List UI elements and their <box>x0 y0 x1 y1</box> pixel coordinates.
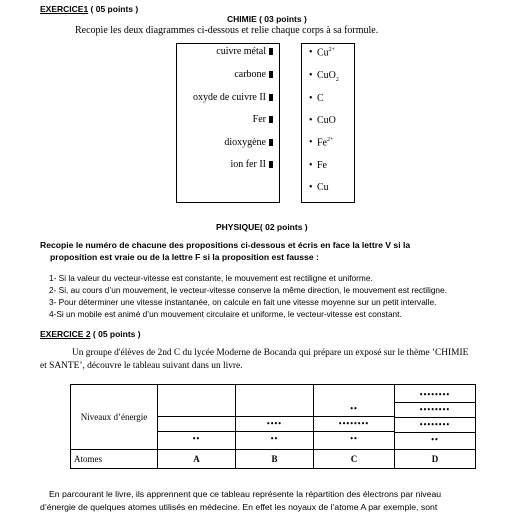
substance-item: cuivre métal <box>216 46 273 57</box>
atom-label: B <box>236 450 314 469</box>
link-marker-icon <box>269 116 273 123</box>
exercise2-title: EXERCICE 2 <box>40 329 91 339</box>
exercise1-header <box>40 4 138 14</box>
bullet-icon: • <box>309 93 313 104</box>
exercise1-points: ( 05 points ) <box>88 4 139 14</box>
proposition-4: 4-Si un mobile est animé d’un mouvement circulaire et uniforme, le vecteur-vitesse est constant. <box>49 309 402 319</box>
bullet-icon: • <box>309 115 313 126</box>
substance-item: dioxygène <box>224 137 273 148</box>
formula-item: • CuO <box>309 115 336 126</box>
formula-item: • $Cu^{2+}$ <box>309 47 336 59</box>
formula-item: • Fe <box>309 160 327 171</box>
atom-c-levels: •• •••••••• •• <box>314 385 395 450</box>
proposition-3: 3- Pour déterminer une vitesse instantanée, on calcule en fait une vitesse moyenne sur un petit intervalle. <box>49 297 437 307</box>
link-marker-icon <box>269 48 273 55</box>
atom-d-levels: •••••••• •••••••• •••••••• •• <box>395 385 476 450</box>
physique-instruction-line2: proposition est vraie ou de la lettre F si la proposition est fausse : <box>50 252 319 262</box>
link-marker-icon <box>269 139 273 146</box>
formula-item: • C <box>309 93 324 104</box>
link-marker-icon <box>269 161 273 168</box>
physique-instruction-line1: Recopie le numéro de chacune des propositions ci-dessous et écris en face la lettre V si la <box>40 240 411 250</box>
energy-levels-table <box>70 384 476 469</box>
table-row <box>71 385 476 450</box>
chimie-instruction: Recopie les deux diagrammes ci-dessous et relie chaque corps à sa formule. <box>75 25 379 36</box>
formulas-box <box>301 43 355 203</box>
bullet-icon: • <box>309 182 313 193</box>
table-row <box>71 450 476 469</box>
atom-label: C <box>314 450 395 469</box>
atom-label: A <box>158 450 236 469</box>
substances-box <box>176 43 280 203</box>
physique-heading: PHYSIQUE( 02 points ) <box>216 222 308 232</box>
formula-item: • $Fe^{2+}$ <box>309 137 334 149</box>
substance-item: carbone <box>234 69 273 80</box>
exercise2-paragraph2-line1: En parcourant le livre, ils apprennent que ce tableau représente la répartition des électrons par niveau <box>49 489 442 499</box>
exercise2-paragraph1-line1: Un groupe d'élèves de 2nd C du lycée Moderne de Bocanda qui prépare un exposé sur le thème ’CHIMIE <box>72 348 469 358</box>
exercise2-points: ( 05 points ) <box>90 329 141 339</box>
substance-item: Fer <box>253 114 273 125</box>
atoms-label: Atomes <box>71 450 158 469</box>
exercise2-paragraph2-line2: d’énergie de quelques atomes utilisés en médecine. En effet les noyaux de l’atome A par exemple, sont <box>40 502 438 512</box>
energy-levels-label: Niveaux d’énergie <box>71 385 158 450</box>
link-marker-icon <box>269 94 273 101</box>
chimie-heading: CHIMIE ( 03 points ) <box>227 14 307 24</box>
substance-item: oxyde de cuivre II <box>193 92 273 103</box>
exercise2-header <box>40 329 141 339</box>
atom-b-levels: •••• •• <box>236 385 314 450</box>
bullet-icon: • <box>309 137 313 149</box>
bullet-icon: • <box>309 70 313 81</box>
atom-label: D <box>395 450 476 469</box>
bullet-icon: • <box>309 160 313 171</box>
substance-item: ion fer II <box>230 159 273 170</box>
exercise2-paragraph1-line2: et SANTE’, découvre le tableau suivant dans un livre. <box>40 361 243 371</box>
link-marker-icon <box>269 71 273 78</box>
formula-item: • CuO$_2$ <box>309 70 339 83</box>
bullet-icon: • <box>309 47 313 59</box>
proposition-1: 1- Si la valeur du vecteur-vitesse est constante, le mouvement est rectiligne et uniforme. <box>49 273 373 283</box>
formula-item: • Cu <box>309 182 329 193</box>
exercise1-title: EXERCICE1 <box>40 4 89 14</box>
atom-a-levels: •• <box>158 385 236 450</box>
proposition-2: 2- Si, au cours d’un mouvement, le vecteur-vitesse conserve la même direction, le mouvement est rectiligne. <box>49 285 447 295</box>
